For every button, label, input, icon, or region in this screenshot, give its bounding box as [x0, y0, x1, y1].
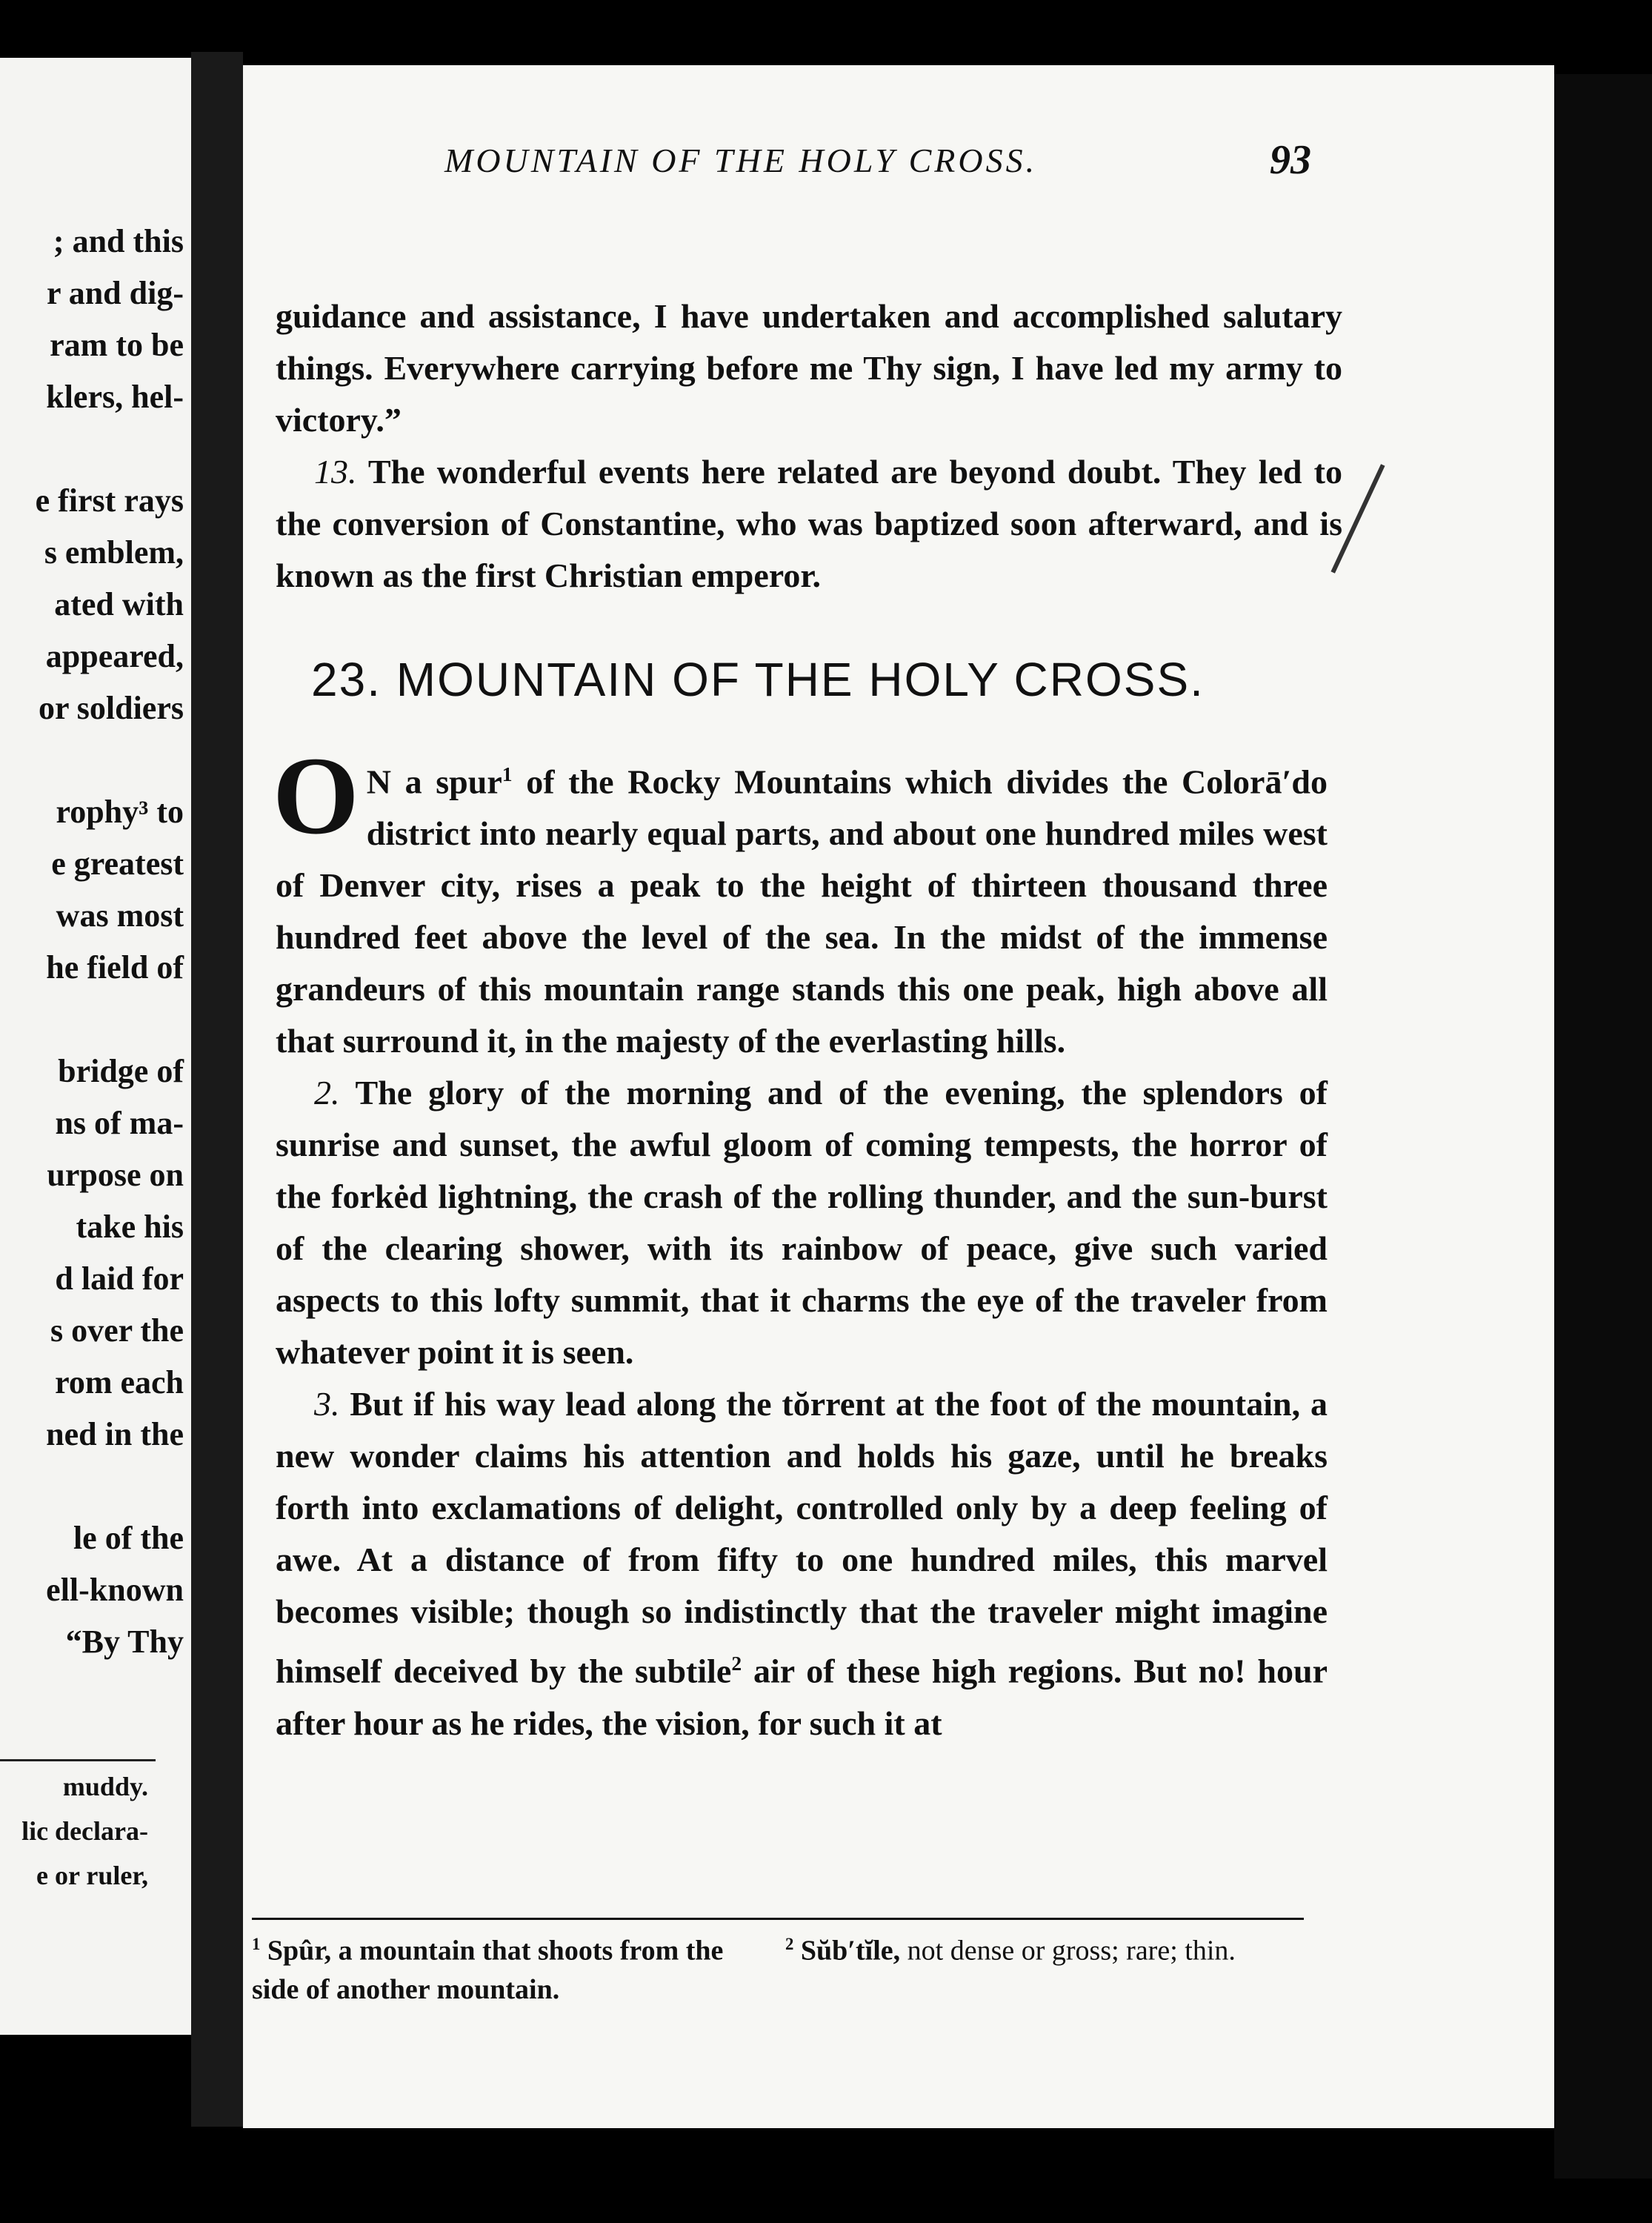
previous-page-line: urpose on: [47, 1157, 184, 1193]
previous-page: [0, 58, 191, 2035]
paragraph-text: of the Rocky Mountains which divides the Colorā′do district into nearly equal parts, and about one hundred miles west of Denver city, rises a peak to the height of thirteen thousand three hundred feet above the level of the sea. In the midst of the immense grandeurs of this mountain range stands this one peak, high above all that surround it, in the majesty of the everlasting hills.: [276, 762, 1328, 1060]
footnote-marker: 1: [502, 762, 513, 785]
footnote-marker: 1: [252, 1935, 261, 1953]
paragraph-text: air of these high regions. But no! hour after hour as he rides, the vision, for such it at: [276, 1652, 1328, 1742]
continued-text: [276, 290, 1342, 602]
footnote-text: Spûr, a mountain that shoots from the side of another mountain.: [252, 1935, 724, 2005]
previous-page-line: appeared,: [45, 638, 184, 674]
footnote-marker: 2: [785, 1935, 794, 1953]
previous-page-line: rom each: [55, 1364, 184, 1400]
previous-page-line: “By Thy: [65, 1624, 184, 1660]
paragraph-number: 3.: [314, 1385, 340, 1423]
page-number: 93: [1270, 137, 1311, 183]
previous-page-line: bridge of: [58, 1053, 184, 1089]
paragraph-2: [276, 1067, 1328, 1378]
drop-cap: O: [273, 734, 359, 857]
previous-page-line: take his: [76, 1209, 184, 1245]
previous-page-line: he field of: [46, 949, 184, 986]
paragraph-number: 2.: [314, 1074, 340, 1112]
running-title: MOUNTAIN OF THE HOLY CROSS.: [444, 142, 1038, 179]
previous-page-footnote-line: muddy.: [62, 1772, 148, 1801]
previous-page-line: ned in the: [46, 1416, 184, 1452]
footnote-definition: not dense or gross; rare; thin.: [900, 1935, 1236, 1967]
paragraph-text: The glory of the morning and of the evening, the splendors of sunrise and sunset, the awful gloom of coming tempests, the horror of the forkėd lightning, the crash of the rolling thunder, and the sun-burst of the clearing shower, with its rainbow of peace, give such varied aspects to this lofty summit, that it charms the eye of the traveler from whatever point it is seen.: [276, 1074, 1328, 1372]
previous-page-line: ram to be: [50, 327, 184, 363]
previous-page-line: e first rays: [35, 482, 184, 519]
paragraph-text: But if his way lead along the tŏrrent at the foot of the mountain, a new wonder claims his attention and holds his gaze, until he breaks forth into exclamations of delight, controlled only by a deep feeling of awe. At a distance of from fifty to one hundred miles, this marvel becomes visible; though so indistinctly that the traveler might imagine himself deceived by the subtile: [276, 1385, 1328, 1690]
book-gutter: [191, 52, 243, 2127]
previous-page-line: e greatest: [51, 845, 184, 882]
previous-page-line: s over the: [50, 1312, 184, 1349]
paragraph-3: [276, 1378, 1328, 1749]
previous-page-line: ell-known: [46, 1572, 184, 1608]
previous-page-line: was most: [56, 897, 184, 934]
footnote-term: Sŭb′tĭle,: [800, 1935, 901, 1967]
paragraph-number: 13.: [314, 453, 357, 491]
previous-page-line: d laid for: [55, 1260, 184, 1297]
footnote-2: [785, 1925, 1304, 1970]
chapter-body: [273, 734, 1328, 1750]
previous-page-footnote-rule: [0, 1759, 156, 1761]
footnote-1: [252, 1925, 756, 2009]
previous-page-line: s emblem,: [44, 534, 184, 571]
previous-page-line: r and dig-: [46, 275, 184, 311]
page-edge: [1554, 74, 1652, 2179]
paragraph-text: The wonderful events here related are beyond doubt. They led to the conversion of Constantine, who was baptized soon afterward, and is known as the first Christian emperor.: [276, 453, 1343, 594]
page-header: [200, 137, 1348, 200]
previous-page-line: ns of ma-: [55, 1105, 184, 1141]
intro-paragraph: guidance and assistance, I have undertaken and accomplished salutary things. Everywhere carrying before me Thy sign, I have led my army to victory.”: [276, 297, 1342, 439]
paragraph-text: N a spur: [366, 762, 502, 801]
paragraph-1: [273, 734, 1328, 1067]
previous-page-line: klers, hel-: [46, 379, 184, 415]
previous-page-line: ated with: [54, 586, 184, 622]
previous-page-line: rophy³ to: [56, 794, 184, 830]
footnote-rule: [252, 1918, 1304, 1920]
previous-page-footnote-line: e or ruler,: [36, 1861, 148, 1890]
previous-page-line: le of the: [73, 1520, 184, 1556]
previous-page-footnote-line: lic declara-: [21, 1816, 148, 1846]
previous-page-line: ; and this: [53, 223, 184, 259]
paragraph-13: [276, 446, 1342, 602]
chapter-title: 23. MOUNTAIN OF THE HOLY CROSS.: [311, 653, 1205, 706]
previous-page-line: or soldiers: [39, 690, 184, 726]
footnote-marker: 2: [731, 1652, 742, 1675]
